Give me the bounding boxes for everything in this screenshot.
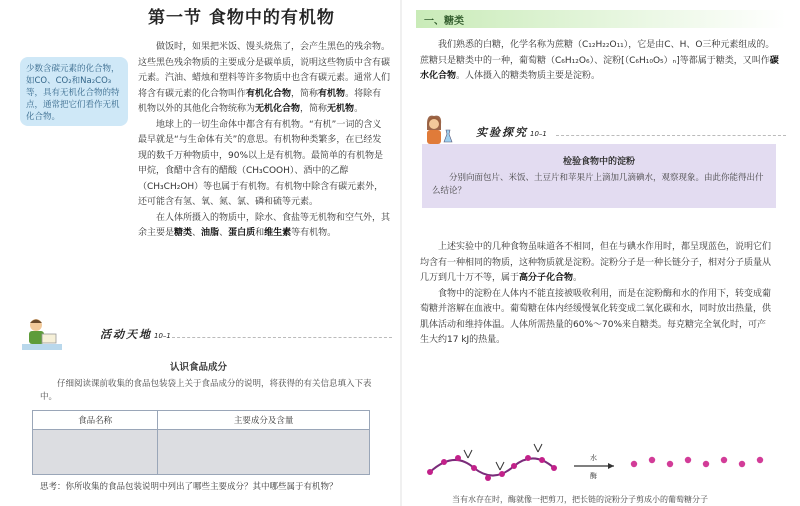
paragraph-starch: 上述实验中的几种食物虽味道各不相同，但在与碘水作用时，都呈现蓝色，说明它们均含有一种相同的物质，这种物质就是淀粉。淀粉分子是一种长链分子，相对分子质量从几万到几十万不等，属于高分子化合物。 xyxy=(420,242,772,283)
paragraph-digestion: 食物中的淀粉在人体内不能直接被吸收利用，而是在淀粉酶和水的作用下，转变成葡萄糖并溶解在血液中。葡萄糖在体内经缓慢氧化转变成二氧化碳和水，同时放出热量，供肌体活动和维持体温。人体所需热量的60%～70%来自糖类。每克糖完全氧化时，可产生大约17 kJ的热量。 xyxy=(420,288,772,345)
table-cell xyxy=(33,430,158,475)
diagram-caption: 当有水存在时，酶就像一把剪刀，把长链的淀粉分子剪成小的葡萄糖分子 xyxy=(452,495,708,504)
section-heading: 一、糖类 xyxy=(424,16,464,27)
experiment-header xyxy=(416,118,786,144)
paragraph-2: 地球上的一切生命体中都含有有机物。“有机”一词的含义最早就是“与生命体有关”的意思。有机物种类繁多，在已经发现的数千万种物质中，90%以上是有机物。最简单的有机物是甲烷，食醋中含有的醋酸（CH₃COOH）、酒中的乙醇（CH₃CH₂OH）等也属于有机物。有机物中除含有碳元素外，还可能含有氢、氧、氮、氯、磷和硫等元素。 xyxy=(138,119,384,207)
right-body-text-1 xyxy=(420,38,780,85)
experiment-label: 实验探究 10–1 xyxy=(476,126,547,139)
table-row xyxy=(33,430,370,475)
table-header-ingredients: 主要成分及含量 xyxy=(158,411,370,430)
experiment-text: 分别向面包片、米饭、土豆片和苹果片上滴加几滴碘水，观察现象。由此你能得出什么结论？ xyxy=(432,173,764,196)
divider xyxy=(172,337,392,338)
section-band xyxy=(416,10,786,28)
page-title: 第一节 食物中的有机物 xyxy=(148,8,335,28)
paragraph-sugar: 我们熟悉的白糖，化学名称为蔗糖（C₁₂H₂₂O₁₁），它是由C、H、O三种元素组成的。蔗糖只是糖类中的一种，葡萄糖（C₆H₁₂O₆）、淀粉[（C₆H₁₀O₅）ₙ]等都属于糖类，又叫作碳水化合物。人体摄入的糖类物质主要是淀粉。 xyxy=(420,40,779,81)
activity-instruction: 仔细阅读课前收集的食品包装袋上关于食品成分的说明，将获得的有关信息填入下表中。 xyxy=(40,379,372,402)
margin-note: 少数含碳元素的化合物，如CO、CO₂和Na₂CO₃等，具有无机化合物的特点，通常把它们看作无机化合物。 xyxy=(20,57,128,126)
child-reading-icon xyxy=(22,316,62,352)
experiment-subtitle: 检验食物中的淀粉 xyxy=(562,157,635,167)
arrow-label-water: 水 xyxy=(590,454,597,462)
activity-subtitle: 认识食品成分 xyxy=(170,362,228,373)
experiment-box xyxy=(422,144,776,208)
table-header-food-name: 食品名称 xyxy=(33,411,158,430)
paragraph-1: 做饭时，如果把米饭、馒头烧焦了，会产生黑色的残余物。这些黑色残余物质的主要成分是碳单质，说明这些物质中含有碳元素。汽油、蜡烛和塑料等许多物质中也含有碳元素。通常人们将含有碳元素的化合物叫作有机化合物，简称有机物。将除有机物以外的其他化合物统称为无机化合物，简称无机物。 xyxy=(138,42,391,114)
think-question: 思考：你所收集的食品包装说明中列出了哪些主要成分？其中哪些属于有机物？ xyxy=(40,482,338,492)
starch-hydrolysis-diagram xyxy=(424,440,784,490)
arrow-label-enzyme: 酶 xyxy=(590,472,597,480)
right-page xyxy=(402,0,800,506)
divider xyxy=(556,135,786,136)
paragraph-3: 在人体所摄入的物质中，除水、食盐等无机物和空气外，其余主要是糖类、油脂、蛋白质和维生素等有机物。 xyxy=(138,212,391,238)
right-body-text-2 xyxy=(420,240,772,349)
glucose-molecules xyxy=(631,457,763,467)
left-body-text xyxy=(138,40,390,242)
table-cell xyxy=(158,430,370,475)
activity-header xyxy=(22,320,392,350)
starch-chain xyxy=(430,458,554,475)
activity-label: 活动天地 10–1 xyxy=(100,328,171,341)
food-table xyxy=(32,410,370,475)
